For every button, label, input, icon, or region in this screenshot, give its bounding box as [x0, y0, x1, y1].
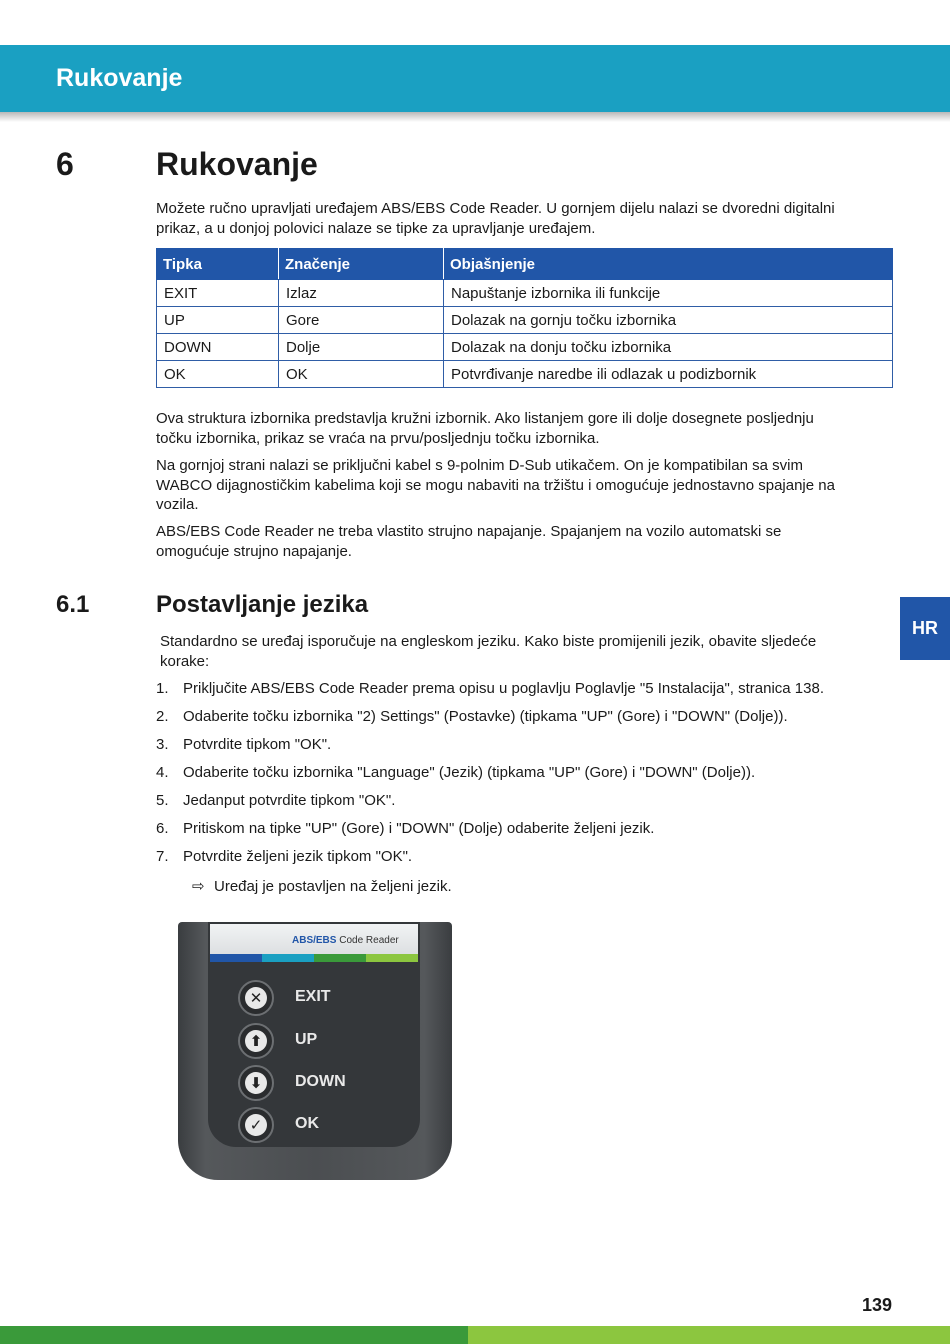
list-item — [156, 791, 896, 819]
list-item — [156, 679, 896, 707]
page-number: 139 — [862, 1295, 893, 1315]
paragraph-line: omogućuje strujno napajanje. — [156, 542, 352, 560]
table-row — [157, 361, 893, 388]
intro-line: Možete ručno upravljati uređajem ABS/EBS Code Reader. U gornjem dijelu nalazi se dvoredni digitalni — [156, 200, 835, 217]
subsection-title: Postavljanje jezika — [156, 591, 369, 618]
table-header-cell: Značenje — [279, 249, 444, 280]
color-stripe — [262, 954, 314, 962]
button-label: UP — [295, 1031, 318, 1048]
table-cell: Gore — [279, 307, 444, 334]
paragraph-line: ABS/EBS Code Reader ne treba vlastito strujno napajanje. Spajanjem na vozilo automatski se — [156, 523, 782, 540]
menu-structure-paragraph — [156, 409, 896, 448]
table-row — [157, 334, 893, 361]
paragraph-line: Na gornjoj strani nalazi se priključni kabel s 9-polnim D-Sub utikačem. On je kompatibilan sa svim — [156, 457, 803, 474]
step-text: Priključite ABS/EBS Code Reader prema opisu u poglavlju Poglavlje "5 Instalacija", stranica 138. — [183, 680, 824, 697]
paragraph-line: vozila. — [156, 496, 199, 513]
table-row — [157, 307, 893, 334]
power-paragraph — [156, 522, 896, 561]
table-cell: OK — [157, 361, 279, 388]
table-cell: Dolje — [279, 334, 444, 361]
footer-bar-dark — [0, 1326, 468, 1344]
header-title: Rukovanje — [56, 64, 183, 92]
check-icon: ✓ — [245, 1114, 267, 1136]
table-cell: DOWN — [157, 334, 279, 361]
list-item — [156, 735, 896, 763]
step-text: Jedanput potvrdite tipkom "OK". — [183, 792, 396, 809]
step-number: 3. — [156, 736, 169, 753]
step-text: Potvrdite tipkom "OK". — [183, 736, 332, 753]
section-title: Rukovanje — [156, 146, 318, 182]
paragraph-line: točku izbornika, prikaz se vraća na prvu/posljednju točku izbornika. — [156, 429, 600, 447]
close-icon: ✕ — [245, 987, 267, 1009]
table-cell: OK — [279, 361, 444, 388]
paragraph-line: WABCO dijagnostičkim kabelima koji se mogu nabaviti na tržištu i omogućuje jednostavno spajanje na — [156, 476, 835, 494]
button-ring — [238, 1107, 274, 1143]
device-image — [178, 922, 452, 1180]
table-cell: Potvrđivanje naredbe ili odlazak u podizbornik — [444, 361, 893, 388]
table-cell: Dolazak na donju točku izbornika — [444, 334, 893, 361]
table-header-row — [157, 249, 893, 280]
color-stripe — [314, 954, 366, 962]
list-item — [156, 847, 896, 875]
device-button-ok — [238, 1107, 438, 1143]
step-number: 6. — [156, 820, 169, 837]
step-text: Odaberite točku izbornika "2) Settings" (Postavke) (tipkama "UP" (Gore) i "DOWN" (Dolje)). — [183, 708, 788, 725]
result-text: Uređaj je postavljen na željeni jezik. — [214, 878, 452, 895]
table-cell: Izlaz — [279, 280, 444, 307]
intro-paragraph — [156, 199, 896, 238]
button-label: EXIT — [295, 988, 331, 1005]
steps-list — [156, 679, 896, 875]
device-color-stripes — [210, 954, 418, 962]
arrow-down-icon: ⬇ — [245, 1072, 267, 1094]
device-button-up — [238, 1023, 438, 1059]
intro-line: prikaz, a u donjoj polovici nalaze se tipke za upravljanje uređajem. — [156, 219, 596, 237]
device-brand: ABS/EBS — [292, 935, 337, 946]
header-shadow — [0, 112, 950, 122]
arrow-up-icon: ⬆ — [245, 1030, 267, 1052]
button-ring — [238, 1023, 274, 1059]
step-number: 5. — [156, 792, 169, 809]
device-button-down — [238, 1065, 438, 1101]
footer-bar-light — [468, 1326, 950, 1344]
device-name: Code Reader — [339, 935, 399, 946]
keys-table — [156, 248, 893, 388]
paragraph-line: Standardno se uređaj isporučuje na engleskom jeziku. Kako biste promijenili jezik, obavite sljedeće — [160, 633, 817, 650]
table-cell: UP — [157, 307, 279, 334]
button-ring — [238, 980, 274, 1016]
table-cell: EXIT — [157, 280, 279, 307]
list-item — [156, 819, 896, 847]
paragraph-line: korake: — [160, 652, 210, 670]
step-text: Potvrdite željeni jezik tipkom "OK". — [183, 848, 413, 865]
step-result — [192, 877, 452, 895]
button-ring — [238, 1065, 274, 1101]
table-cell: Napuštanje izbornika ili funkcije — [444, 280, 893, 307]
paragraph-line: Ova struktura izbornika predstavlja kružni izbornik. Ako listanjem gore ili dolje dosegnete posljednju — [156, 410, 814, 427]
list-item — [156, 707, 896, 735]
step-number: 2. — [156, 708, 169, 725]
color-stripe — [210, 954, 262, 962]
table-header-cell: Objašnjenje — [444, 249, 893, 280]
table-header-cell: Tipka — [157, 249, 279, 280]
step-text: Pritiskom na tipke "UP" (Gore) i "DOWN" (Dolje) odaberite željeni jezik. — [183, 820, 655, 837]
button-label: DOWN — [295, 1073, 346, 1090]
device-label-text — [292, 935, 399, 946]
step-number: 4. — [156, 764, 169, 781]
step-number: 1. — [156, 680, 169, 697]
cable-paragraph — [156, 456, 896, 515]
language-side-tab: HR — [900, 597, 950, 660]
button-label: OK — [295, 1115, 319, 1132]
result-arrow-icon: ⇨ — [192, 878, 205, 895]
language-intro-paragraph — [160, 632, 900, 671]
step-number: 7. — [156, 848, 169, 865]
section-number: 6 — [56, 146, 74, 182]
table-row — [157, 280, 893, 307]
subsection-number: 6.1 — [56, 591, 90, 618]
table-cell: Dolazak na gornju točku izbornika — [444, 307, 893, 334]
list-item — [156, 763, 896, 791]
device-button-exit — [238, 980, 438, 1016]
step-text: Odaberite točku izbornika "Language" (Jezik) (tipkama "UP" (Gore) i "DOWN" (Dolje)). — [183, 764, 756, 781]
color-stripe — [366, 954, 418, 962]
